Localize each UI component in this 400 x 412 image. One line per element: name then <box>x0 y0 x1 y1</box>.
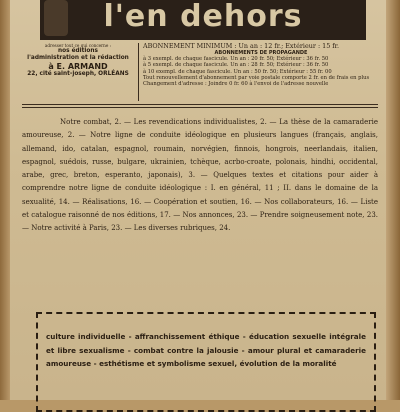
topics-text: culture individuelle - affranchissement éthique - éducation sexuelle intégrale et libre sexualisme - combat contre la jalousie - amour plural et camaraderie amoureuse - esthétisme et symbolisme sexuel, évolution de la moralité <box>46 332 366 368</box>
header-subscription-block <box>143 42 379 87</box>
address-line-1: adresser tout ce qui concerne : <box>44 43 112 48</box>
subscription-line-1: à 3 exempl. de chaque fascicule. Un an : 20 fr. 50; Extérieur : 36 fr. 50 <box>143 56 329 62</box>
page-edge-left <box>0 0 10 400</box>
subscription-line-2: à 5 exempl. de chaque fascicule. Un an : 28 fr. 50; Extérieur : 36 fr. 50 <box>143 62 329 69</box>
subscription-line-4: Tout renouvellement d'abonnement par voie postale comporte 2 fr. en de frais en plus <box>143 74 370 81</box>
page-edge-right <box>386 0 400 400</box>
topics-box <box>36 312 376 412</box>
masthead-logo-icon <box>44 0 68 36</box>
address-name: à E. ARMAND <box>48 62 108 72</box>
address-line-2: nos éditions <box>58 48 98 55</box>
subscription-minimum: ABONNEMENT MINIMUM : Un an : 12 fr.; Extérieur : 15 fr. <box>143 42 340 50</box>
masthead <box>40 0 366 40</box>
address-line-3: l'administration et la rédaction <box>27 55 129 62</box>
address-street: 22, cité saint-joseph, ORLÉANS <box>27 71 129 78</box>
subscription-line-3: à 10 exempl. de chaque fascicule. Un an : 50 fr. 50; Extérieur : 55 fr. 00 <box>143 68 332 75</box>
header-rule-top <box>22 104 378 105</box>
header-rule-bottom <box>22 107 378 108</box>
header-divider <box>138 43 139 101</box>
masthead-title: l'en dehors <box>103 0 303 34</box>
header-address-block <box>22 43 134 78</box>
subscription-line-5: Changement d'adresse : Joindre 0 fr. 60 à l'envoi de l'adresse nouvelle <box>143 81 329 88</box>
table-of-contents: Notre combat, 2. — Les revendications individualistes, 2. — La thèse de la camaraderie amoureuse, 2. — Notre ligne de conduite idéologique en plusieurs langues (français, anglais, allemand, ido, catalan, espagnol, roumain, norvégien, finnois, hongrois, neerlandais, italien, espagnol, suédois, russe, bulgare, ukrainien, tchèque, acrbo-croate, polonais, hindhi, occidental, arabe, grec, breton, esperanto, japonais), 3. — Quelques textes et citations pour aider à comprendre notre ligne de conduite idéologique : I. en général, 11 ; II. dans le domaine de la sexualité, 14. — Réalisations, 16. — Coopération et soutien, 16. — Nos collaborateurs, 16. — Liste et catalogue raisonné de nos éditions, 17. — Nos annonces, 23. — Prendre soigneusement note, 23. — Notre activité à Paris, 23. — Les diverses rubriques, 24. <box>22 118 378 233</box>
subscription-propaganda-heading: ABONNEMENTS DE PROPAGANDE <box>214 50 308 56</box>
